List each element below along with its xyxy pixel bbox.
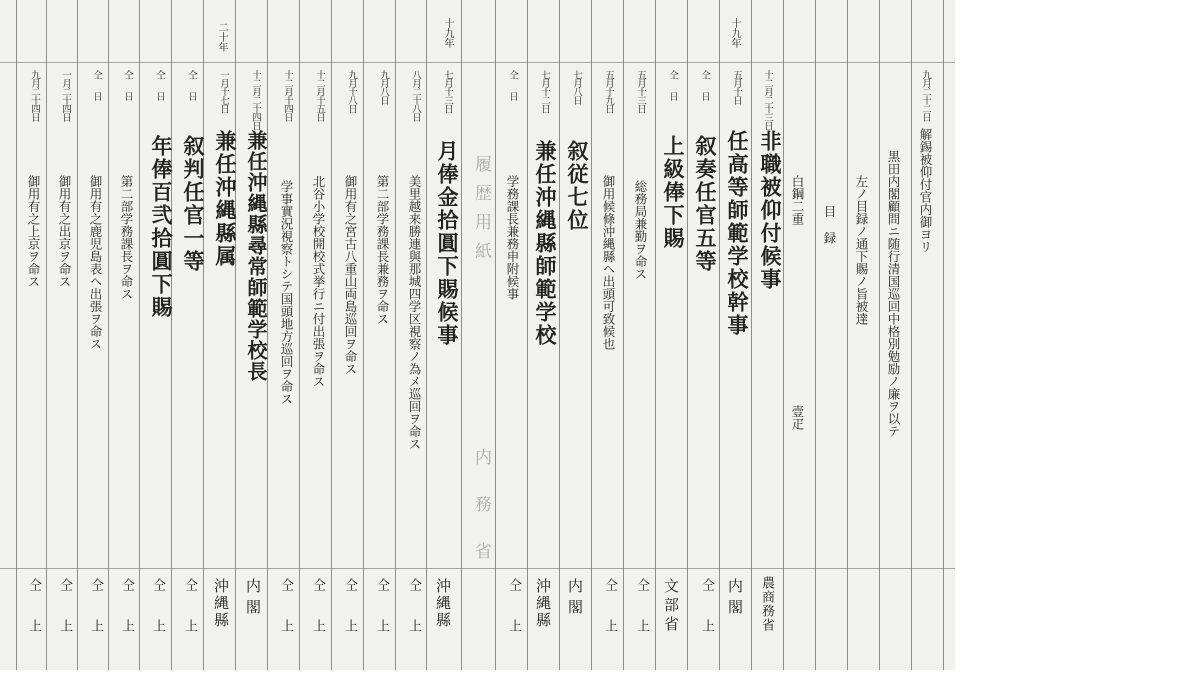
column-rule	[591, 0, 592, 670]
entry-date: 九月二十二日	[920, 70, 931, 121]
entry-agency: 仝上	[26, 578, 41, 660]
entry-text: 兼任沖縄縣師範学校	[533, 140, 558, 347]
entry-text: 北谷小学校開校式挙行ニ付出張ヲ命ス	[311, 175, 326, 388]
entry-text: 左ノ目録ノ通下賜ノ旨被達	[854, 175, 869, 325]
column-rule	[623, 0, 624, 670]
entry-text: 御用有之上京ヲ命ス	[26, 175, 41, 288]
entry-date: 仝日	[91, 70, 102, 113]
entry-agency: 仝上	[278, 578, 293, 660]
entry-date: 九月八日	[378, 70, 389, 104]
column-rule	[16, 0, 17, 670]
entry-agency: 内閣	[566, 578, 584, 620]
entry-text: 黒田内閣顧問ニ随行清国巡回中格別勉励ノ廉ヲ以テ	[886, 150, 901, 438]
entry-agency: 内閣	[244, 578, 262, 620]
entry-text: 第二部学務課長兼務ヲ命ス	[375, 175, 390, 325]
entry-date: 仝日	[699, 70, 710, 113]
entry-agency: 仝上	[602, 578, 617, 660]
entry-date: 十二月二十四日	[250, 70, 261, 130]
entry-date: 八月二十八日	[410, 70, 421, 121]
column-rule	[108, 0, 109, 670]
entry-agency: 仝上	[57, 578, 72, 660]
year-marker: 十九年	[729, 18, 740, 48]
entry-date: 仝日	[186, 70, 197, 113]
entry-date: 仝日	[507, 70, 518, 113]
column-rule	[299, 0, 300, 670]
entry-text: 叙奏任官五等	[693, 135, 718, 273]
column-rule	[655, 0, 656, 670]
entry-agency: 仝上	[119, 578, 134, 660]
entry-agency: 文部省	[662, 578, 680, 635]
entry-agency: 仝上	[506, 578, 521, 660]
entry-agency: 仝上	[150, 578, 165, 660]
entry-text: 兼任沖縄縣属	[213, 130, 238, 268]
column-rule	[847, 0, 848, 670]
entry-text: 第二部学務課長ヲ命ス	[119, 175, 134, 300]
entry-text: 任高等師範学校幹事	[725, 130, 750, 337]
blank-margin	[955, 0, 1200, 675]
entry-date: 一月十七日	[218, 70, 229, 113]
column-rule	[943, 0, 944, 670]
column-rule	[171, 0, 172, 670]
entry-agency: 仝上	[182, 578, 197, 660]
entry-text: 月俸金拾圓下賜候事	[435, 140, 460, 347]
entry-text: 年俸百弐拾圓下賜	[149, 135, 174, 319]
entry-agency: 仝上	[342, 578, 357, 660]
entry-date: 七月十二日	[539, 70, 550, 113]
entry-text: 解錫被仰付官内御ヨリ	[918, 128, 933, 253]
column-rule	[815, 0, 816, 670]
entry-text: 美里越来勝連與那城四学区視察ノ為メ巡回ヲ命ス	[407, 175, 422, 450]
entry-text: 壹疋	[790, 405, 805, 430]
entry-agency: 農商務省	[759, 576, 774, 632]
entry-date: 十二月十五日	[314, 70, 325, 121]
entry-text: 白鋼二重	[790, 175, 805, 225]
column-rule	[687, 0, 688, 670]
entry-date: 一月二十四日	[60, 70, 71, 121]
ministry-label: 内務省	[471, 448, 491, 589]
entry-text: 御用有之宮古八重山両島巡回ヲ命ス	[343, 175, 358, 375]
column-rule	[719, 0, 720, 670]
top-rule	[0, 62, 955, 63]
form-title: 履歴用紙	[471, 155, 491, 271]
entry-date: 九月十八日	[346, 70, 357, 113]
column-rule	[879, 0, 880, 670]
entry-agency: 仝上	[634, 578, 649, 660]
column-rule	[527, 0, 528, 670]
column-rule	[495, 0, 496, 670]
column-rule	[77, 0, 78, 670]
entry-date: 仝日	[154, 70, 165, 113]
column-rule	[203, 0, 204, 670]
entry-agency: 沖縄縣	[534, 578, 552, 629]
entry-text: 兼任沖縄縣尋常師範学校長	[244, 130, 268, 382]
entry-agency: 仝上	[374, 578, 389, 660]
entry-text: 非職被仰付候事	[758, 130, 783, 291]
entry-text: 御用候條沖縄縣ヘ出頭可致候也	[601, 175, 616, 350]
entry-agency: 仝上	[699, 578, 714, 660]
entry-text: 叙従七位	[565, 140, 590, 232]
column-rule	[139, 0, 140, 670]
entry-date: 五月十日	[731, 70, 742, 104]
entry-text: 御用有之鹿児島表ヘ出張ヲ命ス	[88, 175, 103, 350]
entry-date: 十二月十四日	[282, 70, 293, 121]
entry-text: 学務課長兼務申附候事	[505, 175, 520, 300]
entry-text: 目録	[822, 205, 837, 258]
entry-text: 学事實況視察トシテ国頭地方巡回ヲ命ス	[279, 180, 294, 405]
entry-date: 五月十九日	[603, 70, 614, 113]
entry-agency: 沖縄縣	[212, 578, 230, 629]
column-rule	[911, 0, 912, 670]
entry-date: 十二月二十三日	[762, 70, 773, 130]
entry-text: 叙判任官一等	[181, 135, 206, 273]
entry-date: 七月八日	[571, 70, 582, 104]
column-rule	[395, 0, 396, 670]
year-marker: 十九年	[442, 18, 453, 48]
entry-text: 総務局兼勤ヲ命ス	[633, 180, 648, 280]
entry-date: 七月十三日	[442, 70, 453, 113]
entry-agency: 仝上	[310, 578, 325, 660]
entry-agency: 仝上	[406, 578, 421, 660]
column-rule	[363, 0, 364, 670]
entry-text: 上級俸下賜	[661, 135, 686, 250]
column-rule	[46, 0, 47, 670]
column-rule	[331, 0, 332, 670]
entry-agency: 内閣	[726, 578, 744, 620]
entry-text: 御用有之出京ヲ命ス	[57, 175, 72, 288]
column-rule	[783, 0, 784, 670]
entry-agency: 沖縄縣	[434, 578, 452, 629]
entry-date: 五月十三日	[635, 70, 646, 113]
column-rule	[235, 0, 236, 670]
column-rule	[426, 0, 427, 670]
entry-agency: 仝上	[88, 578, 103, 660]
entry-date: 仝日	[667, 70, 678, 113]
year-marker: 二十年	[216, 22, 227, 52]
entry-date: 仝日	[122, 70, 133, 113]
entry-date: 九月二十四日	[29, 70, 40, 121]
